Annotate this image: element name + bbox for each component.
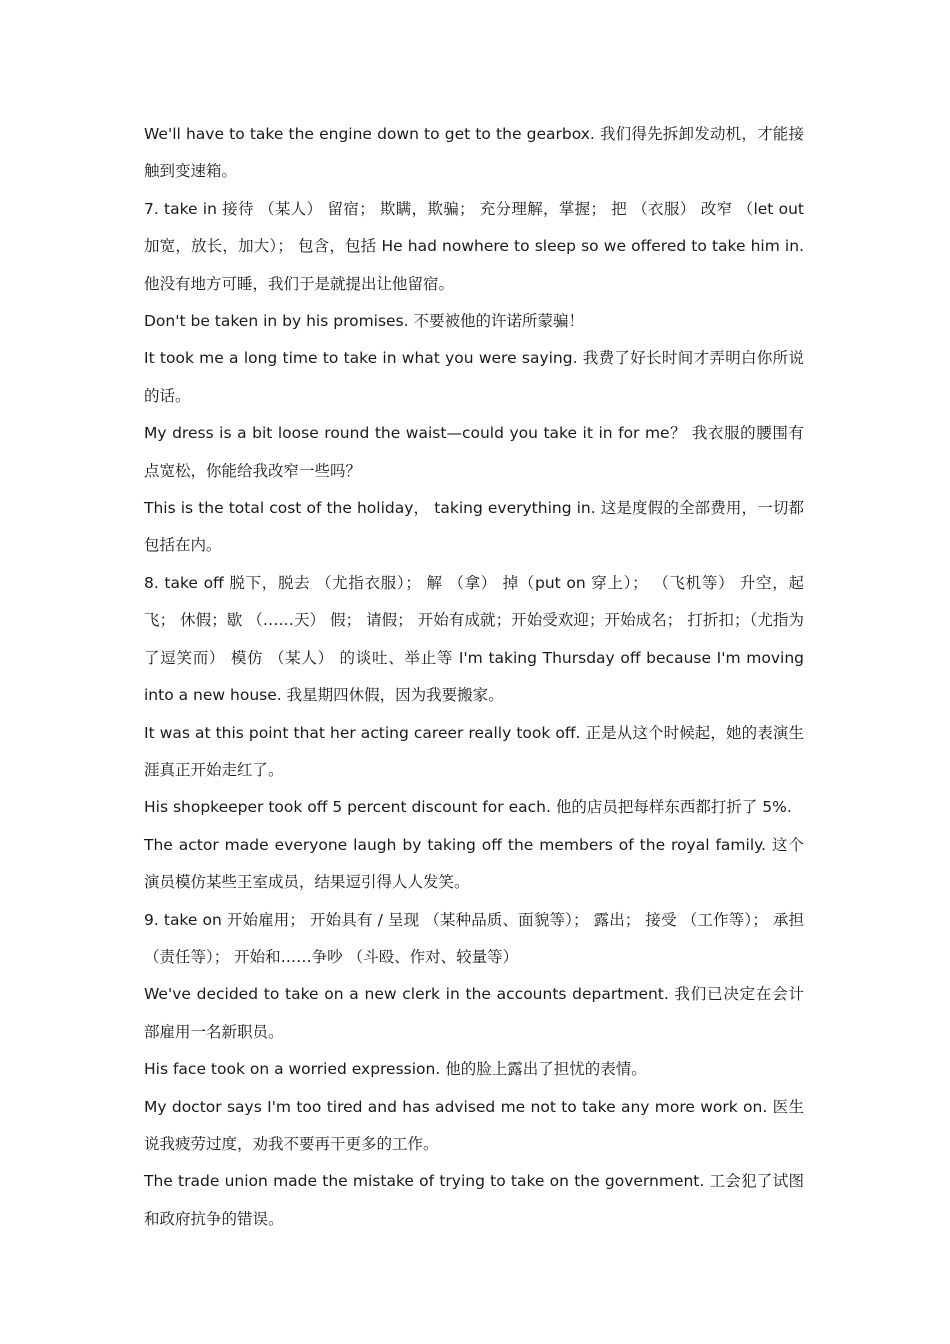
paragraph-take-in-definition: 7. take in 接待 （某人） 留宿； 欺瞒，欺骗； 充分理解，掌握； 把 （衣服） 改窄 （let out 加宽，放长，加大）； 包含，包括 He had nowhere to sleep so we offered to take him in. 他没有地方可睡，我们于是就提出让他留宿。 xyxy=(144,199,804,293)
paragraph-took-off-discount-example: His shopkeeper took off 5 percent discount for each. 他的店员把每样东西都打折了 5%. xyxy=(144,798,792,817)
paragraph-gearbox-example: We'll have to take the engine down to get to the gearbox. 我们得先拆卸发动机，才能接触到变速箱。 xyxy=(144,125,804,181)
paragraph-took-off-career-example: It was at this point that her acting career really took off. 正是从这个时候起，她的表演生涯真正开始走红了。 xyxy=(144,723,804,779)
paragraph-taken-in-example: Don't be taken in by his promises. 不要被他的许诺所蒙骗！ xyxy=(144,312,585,331)
paragraph-take-in-dress-example: My dress is a bit loose round the waist—could you take it in for me？ 我衣服的腰围有点宽松，你能给我改窄一些吗？ xyxy=(144,424,804,480)
paragraph-take-off-definition: 8. take off 脱下，脱去 （尤指衣服）； 解 （拿） 掉（put on 穿上）； （飞机等） 升空，起飞； 休假；歇 （……天） 假； 请假； 开始有成就；开始受欢迎；开始成名； 打折扣；（尤指为了逗笑而） 模仿 （某人） 的谈吐、举止等 I'm taking Thursday off because I'm moving into a new house. 我星期四休假，因为我要搬家。 xyxy=(144,573,804,705)
document-page xyxy=(144,116,804,1238)
paragraph-took-on-expression-example: His face took on a worried expression. 他的脸上露出了担忧的表情。 xyxy=(144,1060,647,1079)
paragraph-take-on-hire-example: We've decided to take on a new clerk in the accounts department. 我们已决定在会计部雇用一名新职员。 xyxy=(144,985,804,1041)
paragraph-take-on-work-example: My doctor says I'm too tired and has advised me not to take any more work on. 医生说我疲劳过度，劝我不要再干更多的工作。 xyxy=(144,1097,804,1153)
paragraph-taking-off-imitate-example: The actor made everyone laugh by taking off the members of the royal family. 这个演员模仿某些王室成员，结果逗引得人人发笑。 xyxy=(144,835,804,892)
paragraph-take-in-understand-example: It took me a long time to take in what you were saying. 我费了好长时间才弄明白你所说的话。 xyxy=(144,349,804,405)
paragraph-take-on-government-example: The trade union made the mistake of trying to take on the government. 工会犯了试图和政府抗争的错误。 xyxy=(144,1172,804,1228)
paragraph-take-on-definition: 9. take on 开始雇用； 开始具有 / 呈现 （某种品质、面貌等）； 露出； 接受 （工作等）； 承担 （责任等）； 开始和……争吵 （斗殴、作对、较量等） xyxy=(144,910,804,966)
paragraph-take-in-include-example: This is the total cost of the holiday， taking everything in. 这是度假的全部费用，一切都包括在内。 xyxy=(144,499,804,555)
